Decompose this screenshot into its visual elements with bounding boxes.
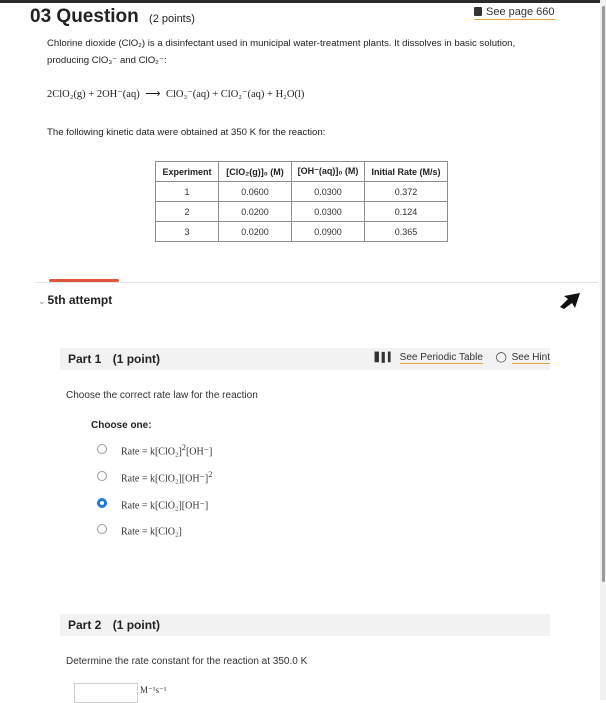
radio-button[interactable]	[97, 471, 107, 481]
part2-points: (1 point)	[112, 618, 161, 632]
chart-icon: ▋▌▍	[374, 352, 395, 362]
part1-points: (1 point)	[112, 352, 161, 366]
table-cell: 3	[156, 222, 219, 242]
kinetic-data-table	[155, 161, 448, 242]
option-text	[121, 520, 182, 540]
part2-header	[60, 614, 550, 636]
option-text	[121, 440, 212, 460]
question-title	[30, 6, 195, 28]
part1-tools	[375, 352, 550, 363]
rate-constant-input[interactable]	[74, 683, 138, 703]
part1-prompt: Choose the correct rate law for the reaction	[66, 390, 258, 401]
part1-title	[68, 352, 160, 366]
table-cell: 0.0200	[219, 222, 292, 242]
table-header: [OH⁻(aq)]₀ (M)	[292, 162, 365, 182]
rate-law-option-2[interactable]	[97, 467, 297, 489]
top-border	[0, 0, 606, 3]
book-icon	[474, 7, 482, 16]
table-cell: 0.372	[365, 182, 448, 202]
question-number: 03	[30, 6, 52, 27]
option-term-a: [ClO₂]	[154, 526, 182, 538]
part2-title	[68, 618, 160, 632]
table-header: Initial Rate (M/s)	[365, 162, 448, 182]
periodic-table-label: See Periodic Table	[399, 352, 483, 363]
choose-one-label: Choose one:	[91, 420, 152, 431]
question-points: (2 points)	[149, 13, 195, 25]
question-label: Question	[56, 6, 139, 27]
table-cell: 0.124	[365, 202, 448, 222]
option-prefix: Rate = k	[121, 473, 155, 485]
radio-button-selected[interactable]	[97, 498, 107, 508]
scrollbar[interactable]	[600, 0, 606, 700]
kinetic-data-text: The following kinetic data were obtained at 350 K for the reaction:	[47, 127, 326, 138]
attempt-toggle[interactable]	[38, 293, 112, 307]
rate-law-option-1[interactable]	[97, 440, 297, 462]
table-cell: 0.0900	[292, 222, 365, 242]
rate-law-option-3[interactable]	[97, 494, 297, 516]
table-row	[156, 182, 448, 202]
table-header: Experiment	[156, 162, 219, 182]
intro-line-2: producing ClO₃⁻ and ClO₂⁻:	[47, 55, 167, 66]
question-intro	[47, 35, 557, 69]
reaction-arrow-icon: ⟶	[145, 89, 161, 100]
attempt-label: 5th attempt	[47, 293, 113, 307]
option-exp-a: 2	[181, 443, 186, 452]
option-exp-b: 2	[208, 470, 213, 479]
option-prefix: Rate = k	[121, 500, 155, 512]
option-prefix: Rate = k	[121, 526, 155, 538]
table-row	[156, 222, 448, 242]
option-term-b: [OH⁻]	[181, 473, 209, 485]
part1-header	[60, 348, 550, 370]
option-prefix: Rate = k	[121, 446, 155, 458]
attempt-divider	[36, 282, 598, 283]
radio-button[interactable]	[97, 444, 107, 454]
equation-reactants: 2ClO₂(g) + 2OH⁻(aq)	[47, 89, 140, 100]
table-cell: 1	[156, 182, 219, 202]
table-cell: 0.0300	[292, 182, 365, 202]
rate-constant-unit: M⁻¹s⁻¹	[140, 685, 167, 695]
see-page-link[interactable]	[474, 6, 555, 20]
chevron-down-icon: ⌄	[38, 296, 46, 306]
option-term-a: [ClO₂]	[154, 473, 182, 485]
equation-products: ClO₃⁻(aq) + ClO₂⁻(aq) + H₂O(l)	[166, 89, 305, 100]
option-term-b: [OH⁻]	[185, 446, 213, 458]
table-cell: 0.365	[365, 222, 448, 242]
option-term-a: [ClO₂]	[154, 446, 182, 458]
table-header-row	[156, 162, 448, 182]
part2-title-text: Part 2	[68, 618, 102, 632]
see-page-label: See page 660	[486, 6, 555, 18]
periodic-table-link[interactable]	[375, 352, 486, 363]
hint-label: See Hint	[511, 352, 550, 363]
reaction-equation	[47, 88, 304, 100]
table-cell: 0.0300	[292, 202, 365, 222]
option-term-b: [OH⁻]	[181, 500, 209, 512]
table-cell: 0.0600	[219, 182, 292, 202]
radio-button[interactable]	[97, 524, 107, 534]
table-row	[156, 202, 448, 222]
scrollbar-thumb[interactable]	[602, 6, 605, 582]
rate-law-option-4[interactable]	[97, 520, 297, 542]
table-cell: 0.0200	[219, 202, 292, 222]
table-cell: 2	[156, 202, 219, 222]
option-text	[121, 494, 208, 514]
part2-prompt: Determine the rate constant for the reaction at 350.0 K	[66, 656, 308, 667]
lightbulb-icon: ◯	[495, 352, 507, 363]
option-text	[121, 467, 212, 487]
hint-link[interactable]	[496, 352, 550, 363]
part1-title-text: Part 1	[68, 352, 102, 366]
option-term-a: [ClO₂]	[154, 500, 182, 512]
cursor-arrow-icon	[558, 290, 582, 310]
table-header: [ClO₂(g)]₀ (M)	[219, 162, 292, 182]
intro-line-1: Chlorine dioxide (ClO₂) is a disinfectant used in municipal water-treatment plants. It dissolves in basic solution,	[47, 38, 516, 49]
